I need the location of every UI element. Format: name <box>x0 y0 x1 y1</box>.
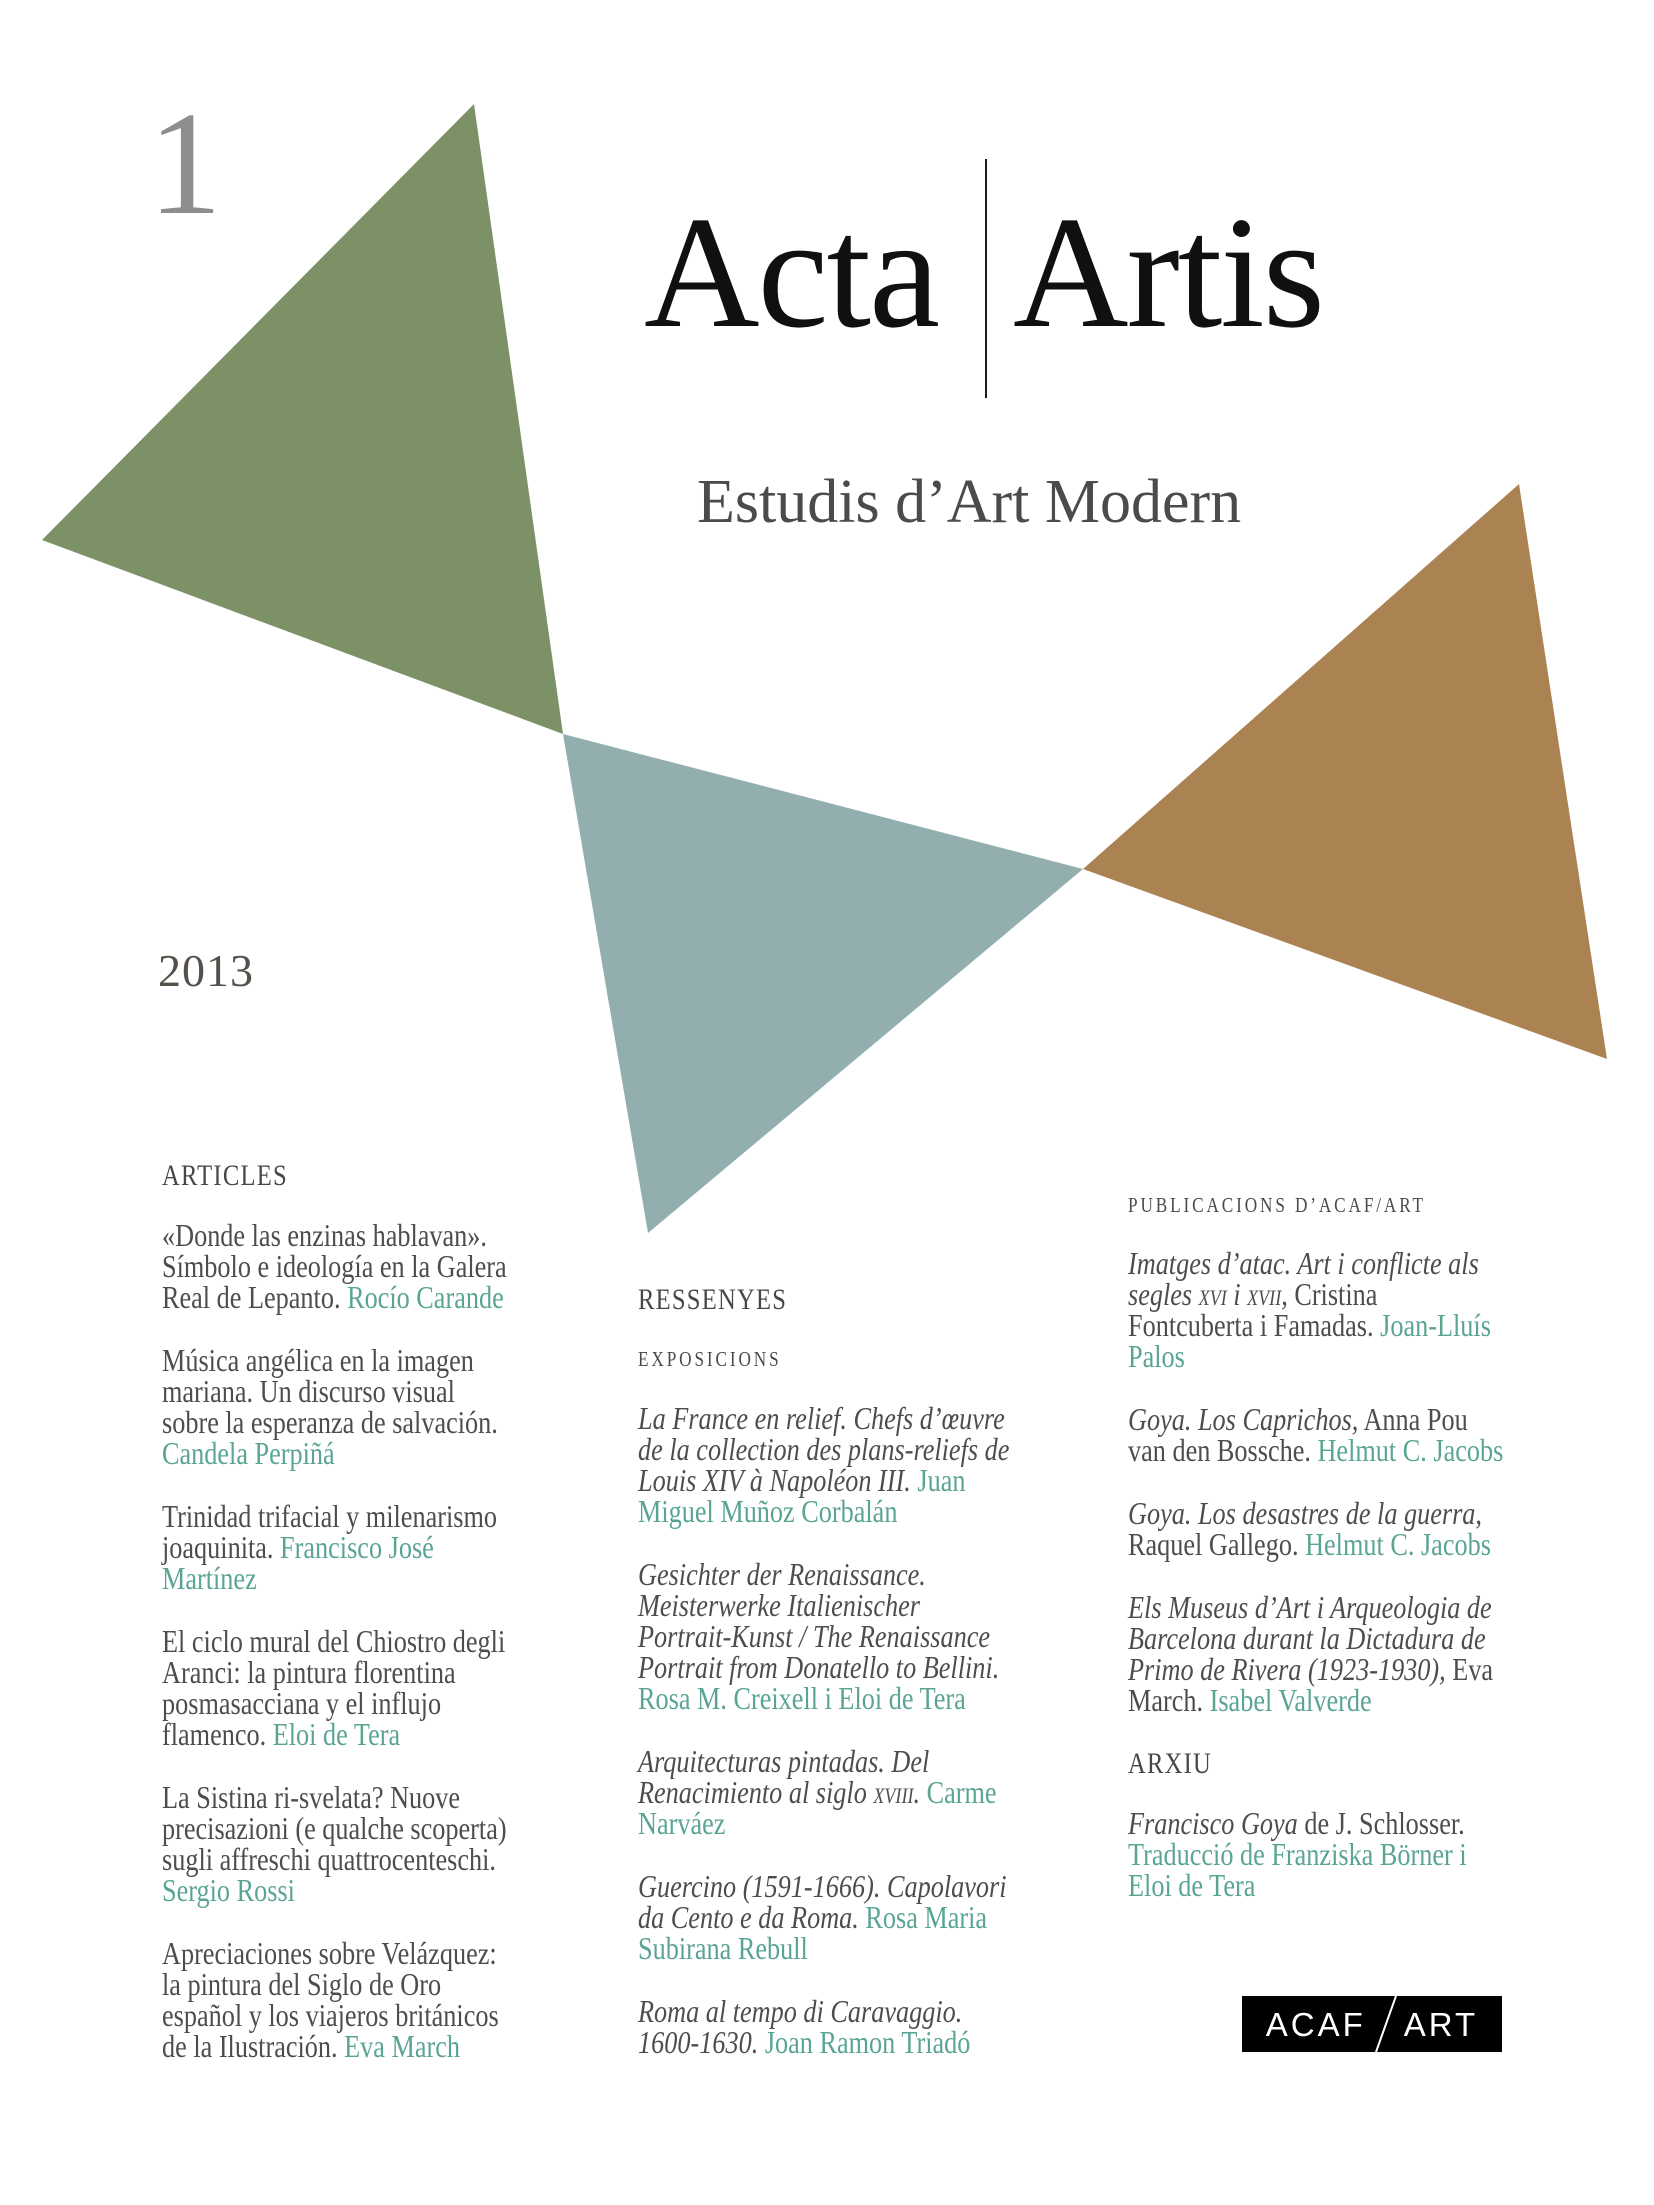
column-publicacions-arxiu <box>1128 1194 1505 1933</box>
toc-item <box>1128 1495 1505 1562</box>
toc-item <box>162 1498 517 1596</box>
toc-item <box>162 1779 517 1908</box>
author-name: Helmut C. Jacobs <box>1317 1432 1504 1468</box>
toc-item <box>1128 1245 1505 1374</box>
item-text: Música angélica en la imagen mariana. Un discurso visual sobre la esperanza de salvación. <box>162 1342 498 1440</box>
slash-icon <box>1372 1996 1398 2052</box>
author-name: Candela Perpiñá <box>162 1435 335 1471</box>
toc-item <box>638 1400 1011 1529</box>
exposicions-subheader: EXPOSICIONS <box>638 1347 782 1371</box>
toc-item <box>1128 1401 1505 1468</box>
author-name: Juan Miguel Muñoz Corbalán <box>638 1462 966 1529</box>
masthead-subtitle: Estudis d’Art Modern <box>697 468 1242 536</box>
green-triangle <box>42 104 563 734</box>
author-name: Rosa Maria Subirana Rebull <box>638 1899 988 1966</box>
item-text: La France en relief. Chefs d’œuvre de la collection des plans-reliefs de Louis XIV à Napoléon III. <box>638 1400 1010 1498</box>
masthead-divider <box>985 159 987 398</box>
toc-item <box>1128 1589 1505 1718</box>
issue-number: 1 <box>148 82 222 246</box>
toc-item <box>638 1556 1011 1716</box>
column-ressenyes <box>638 1284 1011 2090</box>
logo-text-left: ACAF <box>1265 2005 1366 2043</box>
ressenyes-list <box>638 1400 1011 2060</box>
logo-text-right: ART <box>1403 2005 1479 2043</box>
toc-item <box>162 1342 517 1471</box>
item-text: Els Museus d’Art i Arqueologia de Barcelona durant la Dictadura de Primo de Rivera (1923-1930), <box>1128 1589 1492 1687</box>
item-text: , <box>1281 1276 1288 1312</box>
acaf-art-logo <box>1242 1996 1502 2052</box>
author-name: Carme Narváez <box>638 1774 997 1841</box>
item-text: Raquel Gallego. <box>1128 1526 1306 1562</box>
item-text: xvi <box>1198 1276 1227 1312</box>
publicacions-subheader: PUBLICACIONS D’ACAF/ART <box>1128 1193 1426 1217</box>
toc-item <box>162 1217 517 1315</box>
item-text: Eva March. <box>1128 1651 1494 1718</box>
author-name: Traducció de Franziska Börner i Eloi de Tera <box>1128 1836 1467 1903</box>
item-text: Gesichter der Renaissance. Meisterwerke Italienischer Portrait-Kunst / The Renaissance Portrait from Donatello to Bellini. <box>638 1556 1000 1685</box>
articles-header: ARTICLES <box>162 1159 288 1192</box>
item-text: Francisco Goya <box>1128 1805 1298 1841</box>
masthead-title-left: Acta <box>644 183 939 361</box>
item-text: Imatges d’atac. Art i conflicte als segles <box>1128 1245 1479 1312</box>
brown-triangle <box>1083 484 1607 1059</box>
item-text: El ciclo mural del Chiostro degli Aranci: la pintura florentina posmasacciana y el influjo flamenco. <box>162 1623 506 1752</box>
item-text: . <box>913 1774 921 1810</box>
author-name: Helmut C. Jacobs <box>1305 1526 1491 1562</box>
cover-year: 2013 <box>158 945 254 996</box>
item-text: de J. Schlosser. <box>1297 1805 1465 1841</box>
item-text: Anna Pou van den Bossche. <box>1128 1401 1468 1468</box>
item-text: Trinidad trifacial y milenarismo joaquinita. <box>162 1498 497 1565</box>
publicacions-list <box>1128 1245 1505 1718</box>
item-text: Roma al tempo di Caravaggio. 1600-1630. <box>638 1993 963 2060</box>
item-text: Guercino (1591-1666). Capolavori da Cento e da Roma. <box>638 1868 1007 1935</box>
toc-item <box>638 1993 1011 2060</box>
toc-item <box>162 1935 517 2064</box>
item-text: Arquitecturas pintadas. Del Renacimiento al siglo <box>638 1743 930 1810</box>
toc-item <box>638 1743 1011 1841</box>
author-name: Rocío Carande <box>347 1279 504 1315</box>
author-name: Rosa M. Creixell i Eloi de Tera <box>638 1680 966 1716</box>
author-name: Joan-Lluís Palos <box>1128 1307 1491 1374</box>
item-text: «Donde las enzinas hablavan». Símbolo e ideología en la Galera Real de Lepanto. <box>162 1217 507 1315</box>
author-name: Joan Ramon Triadó <box>764 2024 971 2060</box>
item-text: xvii <box>1247 1276 1282 1312</box>
column-articles <box>162 1160 517 2094</box>
masthead-title-right: Artis <box>1013 183 1323 361</box>
arxiu-header: ARXIU <box>1128 1747 1213 1780</box>
item-text: xviii <box>873 1774 914 1810</box>
item-text: Goya. Los Caprichos, <box>1128 1401 1359 1437</box>
author-name: Eva March <box>344 2028 460 2064</box>
toc-item <box>1128 1805 1505 1903</box>
articles-list <box>162 1217 517 2064</box>
arxiu-list <box>1128 1805 1505 1903</box>
author-name: Isabel Valverde <box>1209 1682 1372 1718</box>
item-text: Goya. Los desastres de la guerra, <box>1128 1495 1482 1531</box>
toc-item <box>162 1623 517 1752</box>
item-text: Cristina Fontcuberta i Famadas. <box>1128 1276 1381 1343</box>
item-text: La Sistina ri-svelata? Nuove precisazioni (e qualche scoperta) sugli affreschi quattrocenteschi. <box>162 1779 507 1877</box>
ressenyes-header: RESSENYES <box>638 1283 788 1316</box>
author-name: Francisco José Martínez <box>162 1529 434 1596</box>
item-text: Apreciaciones sobre Velázquez: la pintura del Siglo de Oro español y los viajeros británicos de la Ilustración. <box>162 1935 499 2064</box>
toc-item <box>638 1868 1011 1966</box>
author-name: Sergio Rossi <box>162 1872 295 1908</box>
author-name: Eloi de Tera <box>272 1716 401 1752</box>
teal-triangle <box>563 734 1083 1233</box>
item-text: i <box>1226 1276 1248 1312</box>
